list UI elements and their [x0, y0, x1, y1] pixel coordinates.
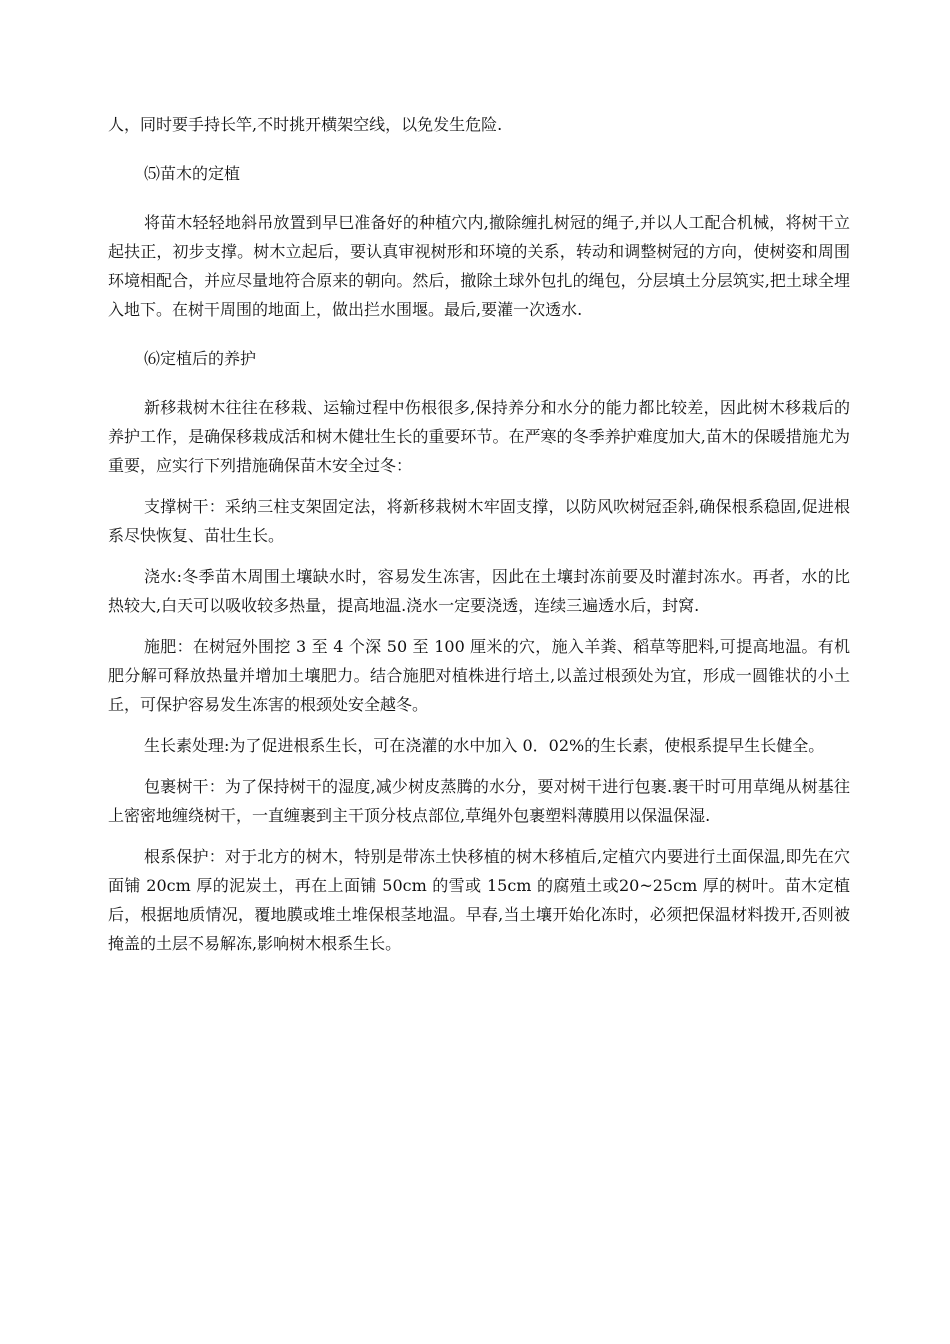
paragraph-fertilizing: 施肥：在树冠外围挖 3 至 4 个深 50 至 100 厘米的穴，施入羊粪、稻草等肥料,可提高地温。有机肥分解可释放热量并增加土壤肥力。结合施肥对植株进行培土,以盖过根颈处为宜，形成一圆锥状的小土丘，可保护容易发生冻害的根颈处安全越冬。 — [108, 637, 850, 714]
paragraph-watering: 浇水:冬季苗木周围土壤缺水时，容易发生冻害，因此在土壤封冻前要及时灌封冻水。再者，水的比热较大,白天可以吸收较多热量，提高地温.浇水一定要浇透，连续三遍透水后，封窝. — [108, 567, 850, 615]
document-page — [108, 110, 850, 958]
paragraph-support-trunk: 支撑树干：采纳三柱支架固定法，将新移栽树木牢固支撑，以防风吹树冠歪斜,确保根系稳固,促进根系尽快恢复、苗壮生长。 — [108, 497, 850, 545]
heading-post-planting-care: ⑹定植后的养护 — [144, 349, 257, 368]
paragraph-planting-procedure: 将苗木轻轻地斜吊放置到早巳准备好的种植穴内,撤除缠扎树冠的绳子,并以人工配合机械，将树干立起扶正，初步支撑。树木立起后，要认真审视树形和环境的关系，转动和调整树冠的方向，使树姿和周围环境相配合，并应尽量地符合原来的朝向。然后，撤除土球外包扎的绳包，分层填土分层筑实,把土球全埋入地下。在树干周围的地面上，做出拦水围堰。最后,要灌一次透水. — [108, 213, 850, 319]
paragraph-growth-hormone: 生长素处理:为了促进根系生长，可在浇灌的水中加入 0．02%的生长素，使根系提早生长健全。 — [144, 736, 825, 755]
paragraph-root-protection: 根系保护：对于北方的树木，特别是带冻土快移植的树木移植后,定植穴内要进行土面保温,即先在穴面铺 20cm 厚的泥炭土，再在上面铺 50cm 的雪或 15cm 的腐殖土或20~25cm 厚的树叶。苗木定植后，根据地质情况，覆地膜或堆土堆保根茎地温。早春,当土壤开始化冻时，必须把保温材料拨开,否则被掩盖的土层不易解冻,影响树木根系生长。 — [108, 847, 850, 953]
heading-seedling-planting: ⑸苗木的定植 — [144, 164, 241, 183]
paragraph-trunk-wrapping: 包裹树干：为了保持树干的湿度,减少树皮蒸腾的水分，要对树干进行包裹.裹干时可用草绳从树基往上密密地缠绕树干，一直缠裹到主干顶分枝点部位,草绳外包裹塑料薄膜用以保温保湿. — [108, 777, 850, 825]
paragraph-care-introduction: 新移栽树木往往在移栽、运输过程中伤根很多,保持养分和水分的能力都比较差，因此树木移栽后的养护工作，是确保移栽成活和树木健壮生长的重要环节。在严寒的冬季养护难度加大,苗木的保暖措施尤为重要，应实行下列措施确保苗木安全过冬： — [108, 398, 850, 475]
paragraph-continuation: 人，同时要手持长竿,不时挑开横架空线，以免发生危险. — [108, 115, 503, 134]
